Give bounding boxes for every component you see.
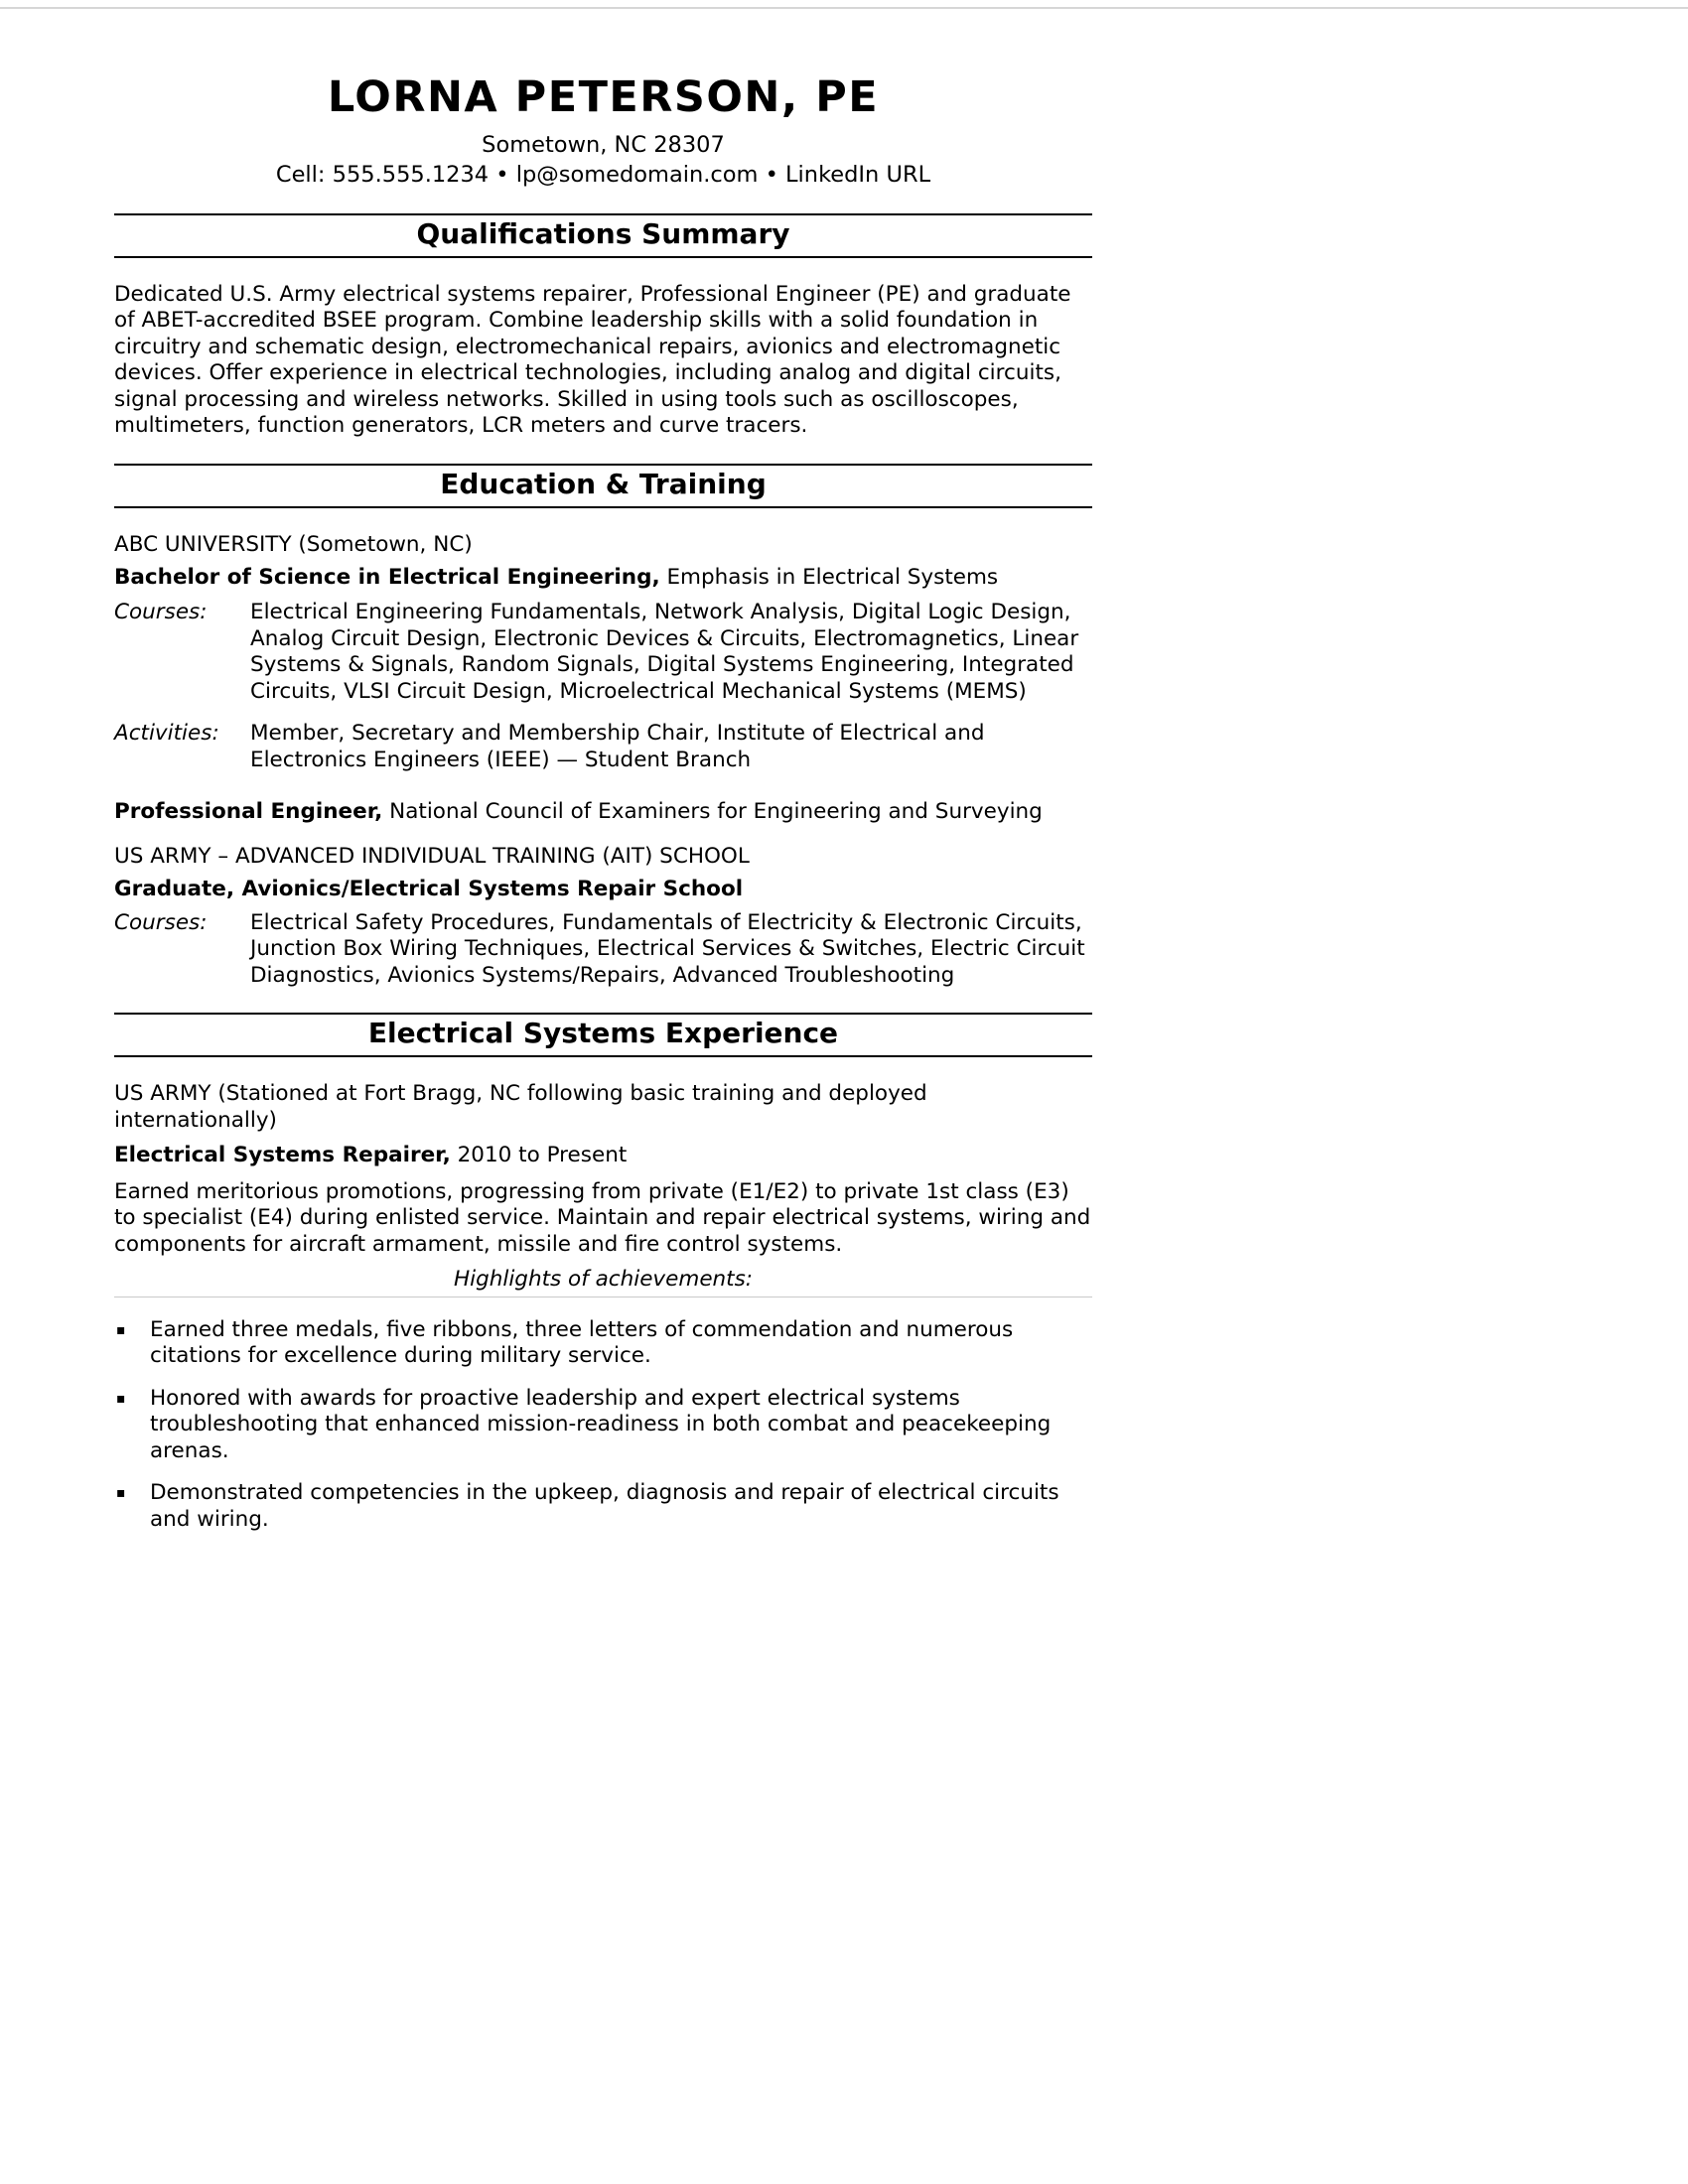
achievements-list (114, 1317, 1092, 1534)
army-courses-row (114, 910, 1092, 990)
job-dates: 2010 to Present (450, 1143, 628, 1168)
professional-engineer-line (114, 799, 1092, 826)
job-description: Earned meritorious promotions, progressing from private (E1/E2) to private 1st class (E3) to specialist (E4) during enlisted service. Maintain and repair electrical systems, wiring and components for aircraft armament, missile and fire control systems. (114, 1178, 1091, 1257)
degree-title: Bachelor of Science in Electrical Engineering, (114, 564, 660, 590)
education-training-heading: Education & Training (114, 464, 1092, 508)
job-title-line (114, 1143, 1092, 1169)
experience-heading: Electrical Systems Experience (114, 1013, 1092, 1057)
page-top-edge (0, 0, 1688, 9)
resume-document (0, 9, 1092, 1533)
army-courses-label: Courses: (114, 909, 208, 935)
candidate-location: Sometown, NC 28307 (482, 132, 725, 159)
army-courses-list: Electrical Safety Procedures, Fundamentals of Electricity & Electronic Circuits, Junction Box Wiring Techniques, Electrical Services & Switches, Electric Circuit Diagnostics, Avionics Systems/Repairs, Advanced Troubleshooting (250, 909, 1085, 988)
achievement-item (114, 1480, 1092, 1533)
achievement-text: Earned three medals, five ribbons, three letters of commendation and numerous citations for excellence during military service. (150, 1316, 1014, 1369)
university-activities-row (114, 721, 1092, 773)
section-education-training (114, 464, 1092, 989)
square-bullet-icon: ▪ (116, 1485, 126, 1502)
job-title: Electrical Systems Repairer, (114, 1143, 451, 1168)
professional-engineer-org: National Council of Examiners for Engineering and Surveying (382, 799, 1043, 825)
highlights-subheading: Highlights of achievements: (114, 1267, 1092, 1297)
square-bullet-icon: ▪ (116, 1321, 126, 1338)
candidate-name: LORNA PETERSON, PE (327, 72, 880, 122)
square-bullet-icon: ▪ (116, 1390, 126, 1407)
achievement-text: Honored with awards for proactive leadership and expert electrical systems troubleshooting that enhanced mission-readiness in both combat and peacekeeping arenas. (150, 1385, 1052, 1463)
section-electrical-systems-experience (114, 1013, 1092, 1533)
activities-label: Activities: (114, 721, 219, 747)
achievement-item (114, 1317, 1092, 1370)
university-courses-row (114, 600, 1092, 705)
achievement-item (114, 1386, 1092, 1465)
qualifications-summary-paragraph: Dedicated U.S. Army electrical systems repairer, Professional Engineer (PE) and graduate of ABET-accredited BSEE program. Combine leadership skills with a solid foundation in circuitry and schematic design, electromechanical repairs, avionics and electromagnetic devices. Offer experience in electrical technologies, including analog and digital circuits, signal processing and wireless networks. Skilled in using tools such as oscilloscopes, multimeters, function generators, LCR meters and curve tracers. (114, 281, 1071, 439)
army-school-name: US ARMY – ADVANCED INDIVIDUAL TRAINING (AIT) SCHOOL (114, 843, 750, 869)
achievement-text: Demonstrated competencies in the upkeep, diagnosis and repair of electrical circuits and wiring. (150, 1480, 1059, 1532)
army-graduate-title: Graduate, Avionics/Electrical Systems Repair School (114, 877, 744, 902)
resume-header (114, 74, 1092, 190)
candidate-contact: Cell: 555.555.1234 • lp@somedomain.com • LinkedIn URL (275, 161, 931, 188)
degree-line (114, 565, 1092, 592)
courses-label: Courses: (114, 600, 208, 625)
army-graduate-line (114, 877, 1092, 903)
employer-line: US ARMY (Stationed at Fort Bragg, NC following basic training and deployed internationally) (114, 1081, 927, 1133)
professional-engineer-title: Professional Engineer, (114, 799, 383, 825)
qualifications-summary-heading: Qualifications Summary (114, 213, 1092, 258)
degree-emphasis: Emphasis in Electrical Systems (659, 564, 999, 590)
courses-list: Electrical Engineering Fundamentals, Network Analysis, Digital Logic Design, Analog Circuit Design, Electronic Devices & Circuits, Electromagnetics, Linear Systems & Signals, Random Signals, Digital Systems Engineering, Integrated Circuits, VLSI Circuit Design, Microelectrical Mechanical Systems (MEMS) (250, 600, 1079, 704)
university-name: ABC UNIVERSITY (Sometown, NC) (114, 532, 473, 558)
activities-list: Member, Secretary and Membership Chair, Institute of Electrical and Electronics Engineers (IEEE) — Student Branch (250, 721, 985, 772)
section-qualifications-summary (114, 213, 1092, 440)
